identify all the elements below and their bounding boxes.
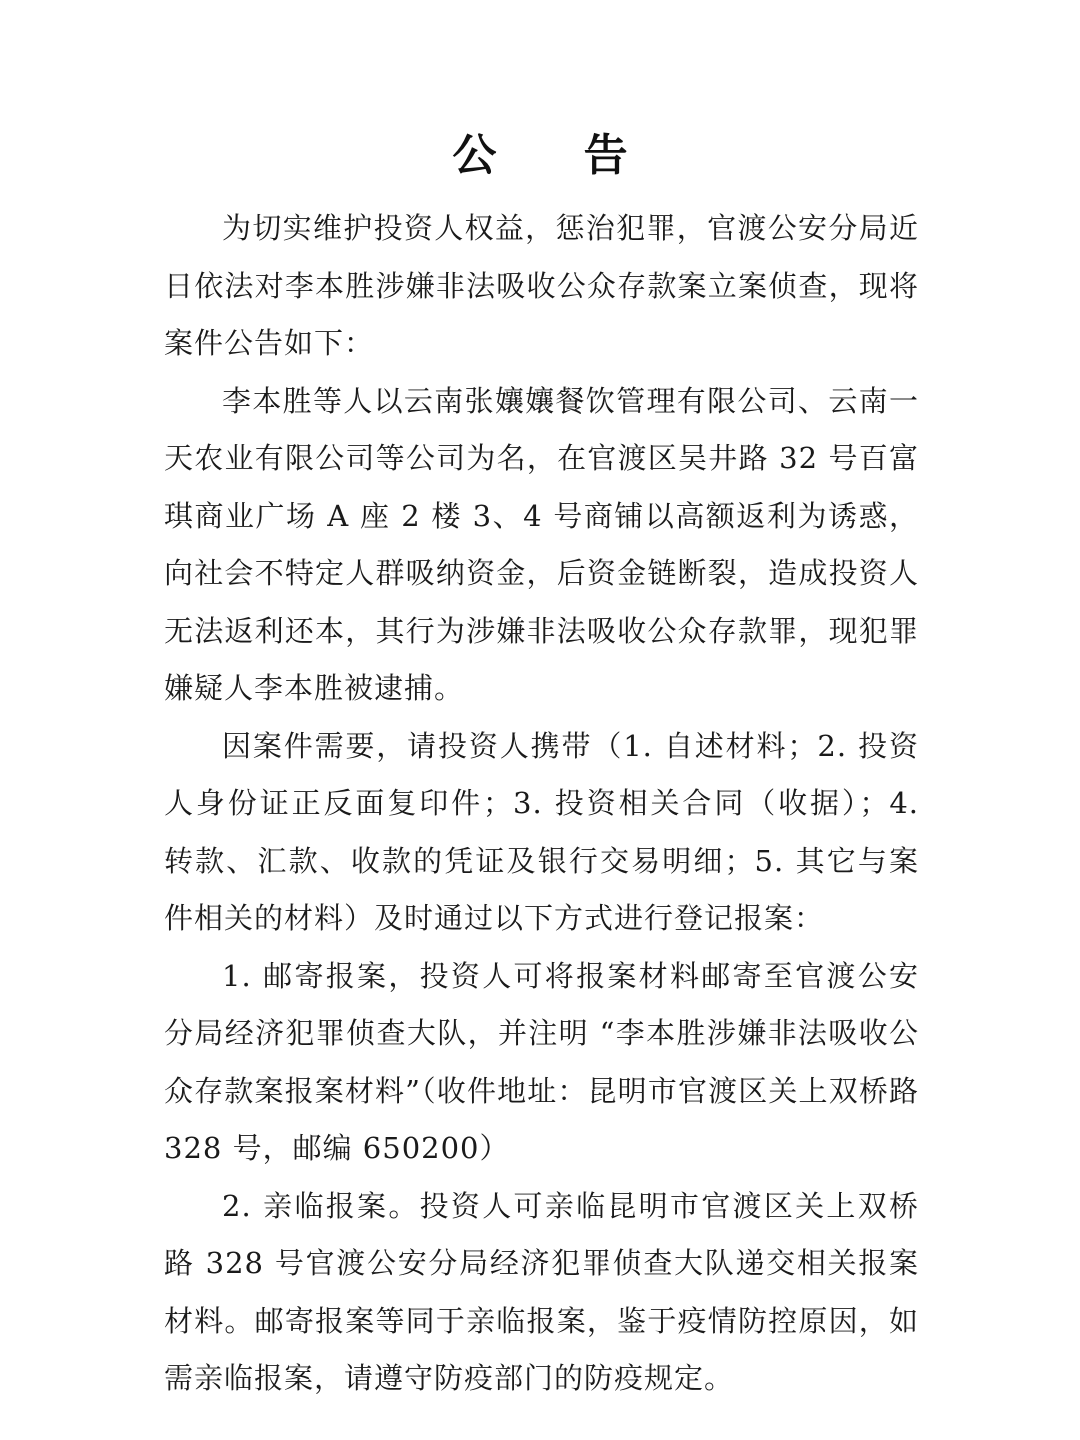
paragraph-intro: 为切实维护投资人权益，惩治犯罪，官渡公安分局近日依法对李本胜涉嫌非法吸收公众存款案立案侦查，现将案件公告如下： bbox=[164, 211, 919, 360]
paragraph-case-facts: 李本胜等人以云南张孃孃餐饮管理有限公司、云南一天农业有限公司等公司为名，在官渡区吴井路 32 号百富琪商业广场 A 座 2 楼 3、4 号商铺以高额返利为诱惑，向社会不特定人群吸纳资金，后资金链断裂，造成投资人无法返利还本，其行为涉嫌非法吸收公众存款罪，现犯罪嫌疑人李本胜被逮捕。 bbox=[164, 383, 919, 705]
notice-title: 公 告 bbox=[452, 130, 664, 181]
notice-body bbox=[164, 200, 919, 1408]
paragraph-required-materials: 因案件需要，请投资人携带（1. 自述材料；2. 投资人身份证正反面复印件；3. 投资相关合同（收据）；4. 转款、汇款、收款的凭证及银行交易明细；5. 其它与案件相关的材料）及时通过以下方式进行登记报案： bbox=[164, 728, 919, 935]
paragraph-in-person-report: 2. 亲临报案。投资人可亲临昆明市官渡区关上双桥路 328 号官渡公安分局经济犯罪侦查大队递交相关报案材料。邮寄报案等同于亲临报案，鉴于疫情防控原因，如需亲临报案，请遵守防疫部门的防疫规定。 bbox=[164, 1188, 919, 1395]
paragraph-mail-report: 1. 邮寄报案，投资人可将报案材料邮寄至官渡公安分局经济犯罪侦查大队，并注明 “李本胜涉嫌非法吸收公众存款案报案材料”（收件地址：昆明市官渡区关上双桥路 328 号，邮编 650200） bbox=[164, 958, 919, 1165]
